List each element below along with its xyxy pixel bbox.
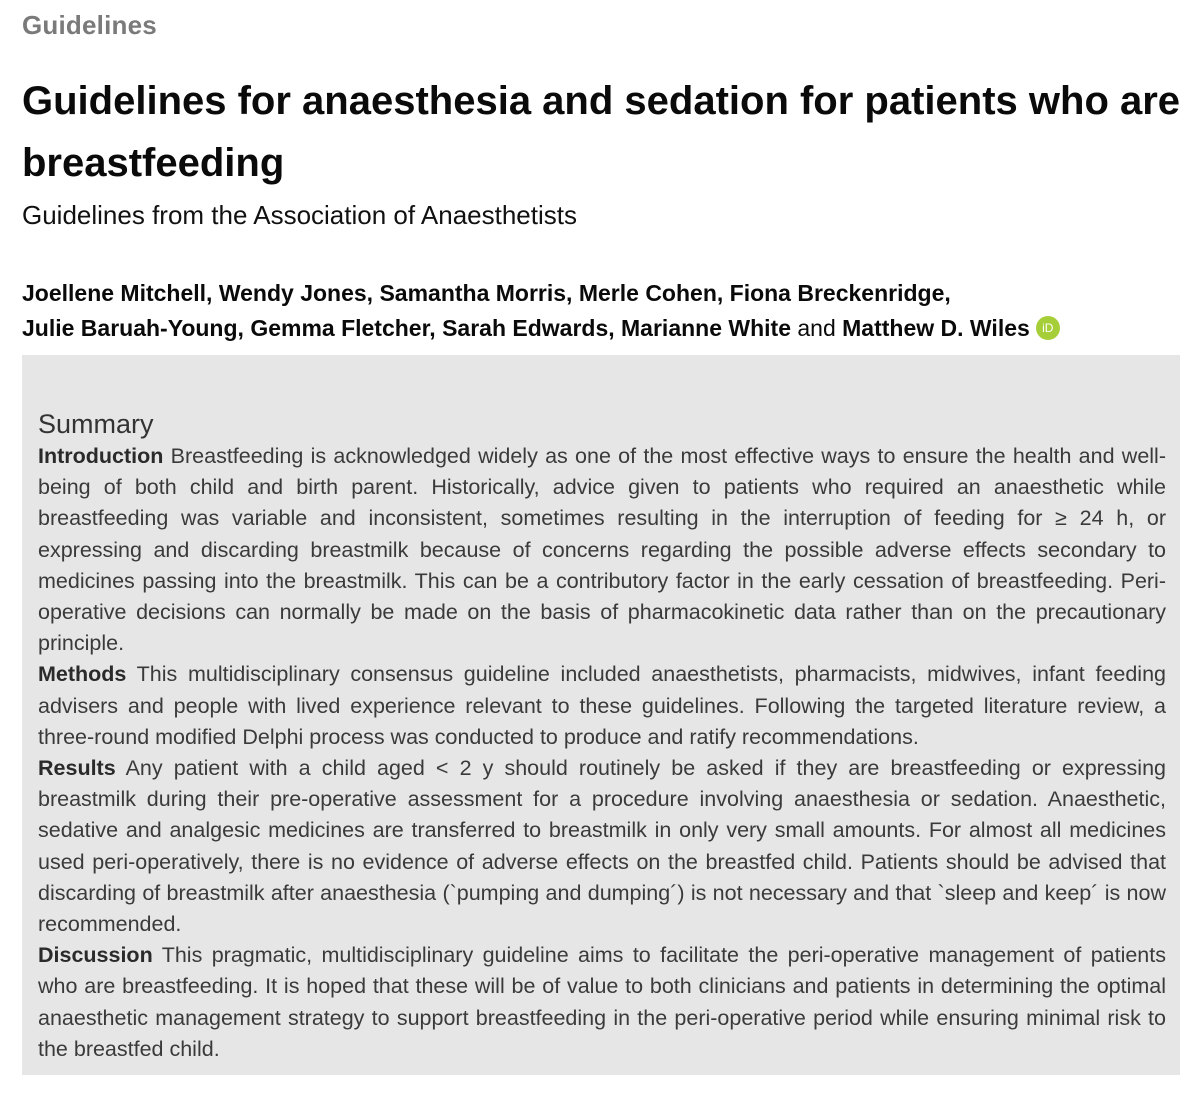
- article-subtitle: Guidelines from the Association of Anaesthetists: [22, 200, 577, 230]
- author-conjunction: and: [797, 315, 836, 341]
- summary-methods: [38, 659, 1166, 753]
- article-title: Guidelines for anaesthesia and sedation for patients who are breastfeeding: [22, 79, 1181, 185]
- introduction-heading: Introduction: [38, 444, 164, 468]
- author-names-1: Joellene Mitchell, Wendy Jones, Samantha Morris, Merle Cohen, Fiona Breckenridge,: [22, 280, 951, 306]
- summary-discussion: [38, 940, 1166, 1065]
- discussion-text: This pragmatic, multidisciplinary guideline aims to facilitate the peri-operative management of patients who are breastfeeding. It is hoped that these will be of value to both clinicians and patients in determining the optimal anaesthetic management strategy to support breastfeeding in the peri-operative period while ensuring minimal risk to the breastfed child.: [38, 943, 1166, 1061]
- orcid-icon[interactable]: iD: [1036, 316, 1060, 340]
- introduction-text: Breastfeeding is acknowledged widely as one of the most effective ways to ensure the health and well-being of both child and birth parent. Historically, advice given to patients who required an anaesthetic while breastfeeding was variable and inconsistent, sometimes resulting in the interruption of feeding for ≥ 24 h, or expressing and discarding breastmilk because of concerns regarding the possible adverse effects secondary to medicines passing into the breastmilk. This can be a contributory factor in the early cessation of breastfeeding. Peri-operative decisions can normally be made on the basis of pharmacokinetic data rather than on the precautionary principle.: [38, 444, 1166, 656]
- summary-introduction: [38, 441, 1166, 659]
- author-list: [22, 276, 1192, 346]
- results-text: Any patient with a child aged < 2 y should routinely be asked if they are breastfeeding or expressing breastmilk during their pre-operative assessment for a procedure involving anaesthesia or sedation. Anaesthetic, sedative and analgesic medicines are transferred to breastmilk in only very small amounts. For almost all medicines used peri-operatively, there is no evidence of adverse effects on the breastfed child. Patients should be advised that discarding of breastmilk after anaesthesia (`pumping and dumping´) is not necessary and that `sleep and keep´ is now recommended.: [38, 756, 1166, 937]
- results-heading: Results: [38, 756, 116, 781]
- discussion-heading: Discussion: [38, 943, 153, 968]
- summary-results: [38, 753, 1166, 940]
- section-label: Guidelines: [22, 10, 157, 40]
- author-last: Matthew D. Wiles: [842, 315, 1030, 341]
- author-names-2: Julie Baruah-Young, Gemma Fletcher, Sarah Edwards, Marianne White: [22, 315, 791, 341]
- summary-box: [22, 355, 1180, 1075]
- author-line-1: [22, 276, 1192, 311]
- methods-text: This multidisciplinary consensus guideline included anaesthetists, pharmacists, midwives, infant feeding advisers and people with lived experience relevant to these guidelines. Following the targeted literature review, a three-round modified Delphi process was conducted to produce and ratify recommendations.: [38, 662, 1166, 749]
- methods-heading: Methods: [38, 662, 127, 687]
- author-line-2: [22, 311, 1192, 346]
- summary-heading: Summary: [38, 409, 154, 439]
